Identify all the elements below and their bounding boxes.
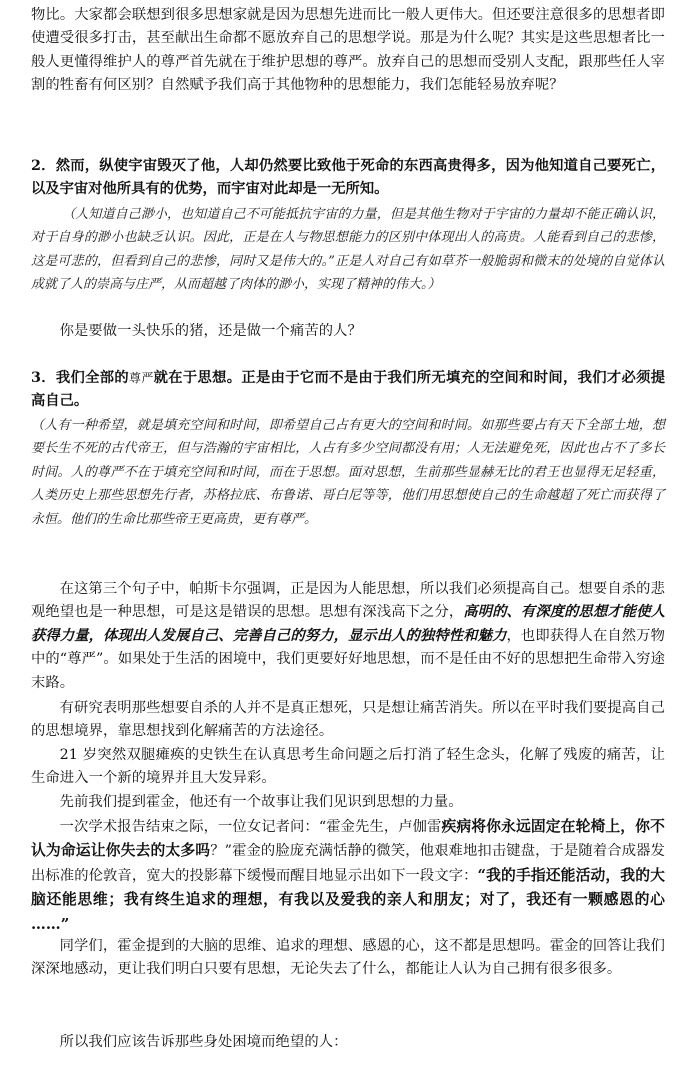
point-2-heading	[31, 155, 665, 202]
research-paragraph: 有研究表明那些想要自杀的人并不是真正想死，只是想让痛苦消失。所以在平时我们要提高自己的思想境界，靠思想找到化解痛苦的方法途径。	[31, 700, 665, 740]
intro-paragraph: 物比。大家都会联想到很多思想家就是因为思想先进而比一般人更伟大。但还要注意很多的思想者即使遭受很多打击，甚至献出生命都不愿放弃自己的思想学说。那是为什么呢？其实是这些思想者比一般人更懂得维护人的尊严首先就在于维护思想的尊严。放弃自己的思想而受别人支配，跟那些任人宰割的牲畜有何区别？自然赋予我们高于其他物种的思想能力，我们怎能轻易放弃呢？	[31, 7, 665, 94]
final-paragraph: 所以我们应该告诉那些身处困境而绝望的人：	[59, 1034, 348, 1050]
hawking-question-bold: 疾病将你永远固定在轮椅上，你不认为命运让你失去的太多吗	[31, 818, 665, 860]
hawking-intro-paragraph: 先前我们提到霍金，他还有一个故事让我们见识到思想的力量。	[59, 794, 463, 810]
conclusion-paragraph: 同学们，霍金提到的大脑的思维、追求的理想、感恩的心，这不都是思想吗。霍金的回答让我们深深地感动，更让我们明白只要有思想，无论失去了什么，都能让人认为自己拥有很多很多。	[31, 938, 665, 978]
point-3-text-small: 尊严	[129, 371, 154, 385]
point-3-text-a: 我们全部的	[55, 370, 129, 386]
third-sentence-bold: 高明的、有深度的思想才能使人获得力量，体现出人发展自己、完善自己的努力，显示出人的独特性和魅力	[31, 604, 665, 644]
hawking-story-text-b: ？”霍金的脸庞充满恬静的微笑，他艰难地扣击键盘，于是随着合成器发出标准的伦敦音，宽大的投影幕下缓慢而醒目地显示出如下一段文字：	[31, 843, 665, 884]
hawking-story-paragraph	[31, 815, 665, 937]
point-2-number: 2．	[31, 158, 56, 174]
third-sentence-paragraph	[31, 578, 665, 695]
hawking-story-text-a: 一次学术报告结束之际，一位女记者问：“霍金先生，卢伽雷	[59, 819, 442, 835]
shi-tiesheng-paragraph: 21 岁突然双腿瘫痪的史铁生在认真思考生命问题之后打消了轻生念头，化解了残废的痛苦，让生命进入一个新的境界并且大发异彩。	[31, 747, 665, 787]
point-3-text-b: 就在于思想。正是由于它而不是由于我们所无填充的空间和时间，我们才必须提高自己。	[31, 370, 666, 410]
point-3-note: （人有一种希望，就是填充空间和时间，即希望自己占有更大的空间和时间。如那些要占有天下全部土地，想要长生不死的古代帝王，但与浩瀚的宇宙相比，人占有多少空间都没有用；人无法避免死，因此也占不了多长时间。人的尊严不在于填充空间和时间，而在于思想。面对思想，生前那些显赫无比的君王也显得无足轻重，人类历史上那些思想先行者，苏格拉底、布鲁诺、哥白尼等等，他们用思想使自己的生命越超了死亡而获得了永恒。他们的生命比那些帝王更高贵，更有尊严。	[31, 418, 665, 527]
third-sentence-text-b: ，也即获得人在自然万物中的“尊严”。如果处于生活的困境中，我们更要好好地思想，而不是任由不好的思想把生命带入穷途末路。	[31, 627, 666, 691]
third-sentence-text-a: 在这第三个句子中，帕斯卡尔强调，正是因为人能思想，所以我们必须提高自己。想要自杀的悲观绝望也是一种思想，可是这是错误的思想。思想有深浅高下之分，	[31, 581, 665, 621]
point-3-number: 3．	[31, 370, 56, 386]
point-2-note: （人知道自己渺小，也知道自己不可能抵抗宇宙的力量，但是其他生物对于宇宙的力量却不能正确认识，对于自身的渺小也缺乏认识。因此，正是在人与物思想能力的区别中体现出人的高贵。人能看到自己的悲惨，这是可悲的，但看到自己的悲惨，同时又是伟大的。”正是人对自己有如草芥一般脆弱和微末的处境的自觉体认成就了人的崇高与庄严，从而超越了肉体的渺小，实现了精神的伟大。）	[31, 207, 665, 293]
point-2-text: 然而，纵使宇宙毁灭了他，人却仍然要比致他于死命的东西高贵得多，因为他知道自己要死亡，以及宇宙对他所具有的优势，而宇宙对此却是一无所知。	[31, 158, 666, 198]
point-2-question: 你是要做一头快乐的猪，还是做一个痛苦的人？	[59, 323, 362, 339]
hawking-answer-bold: “我的手指还能活动，我的大脑还能思维；我有终生追求的理想，有我以及爱我的亲人和朋友；对了，我还有一颗感恩的心 ……”	[31, 866, 665, 933]
point-3-heading	[31, 367, 665, 414]
